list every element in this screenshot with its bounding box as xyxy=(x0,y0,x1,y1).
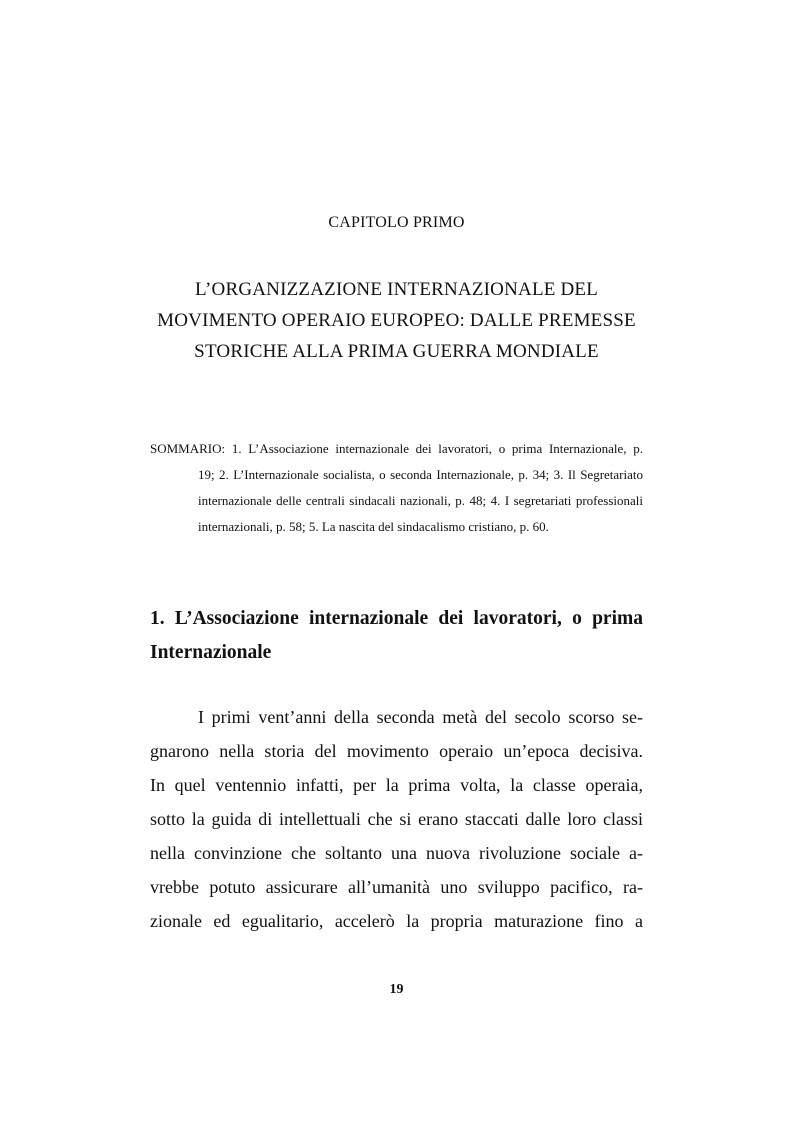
paragraph-line: zionale ed egualitario, accelerò la propria maturazione fino a xyxy=(150,911,643,931)
section-heading-line: 1. L’Associazione internazionale dei lavoratori, o prima xyxy=(150,608,643,629)
summary-line: internazionale delle centrali sindacali nazionali, p. 48; 4. I segretariati professionali xyxy=(198,493,643,508)
chapter-title xyxy=(130,274,663,367)
section-heading xyxy=(150,602,643,670)
paragraph-line: In quel ventennio infatti, per la prima volta, la classe operaia, xyxy=(150,775,643,795)
paragraph-line: I primi vent’anni della seconda metà del secolo scorso se- xyxy=(198,707,643,727)
paragraph-line: gnarono nella storia del movimento operaio un’epoca decisiva. xyxy=(150,741,643,761)
chapter-title-line: STORICHE ALLA PRIMA GUERRA MONDIALE xyxy=(194,341,599,362)
chapter-label: CAPITOLO PRIMO xyxy=(328,214,465,231)
page-number: 19 xyxy=(389,982,404,997)
summary-line: 19; 2. L’Internazionale socialista, o seconda Internazionale, p. 34; 3. Il Segretariato xyxy=(198,467,643,482)
section-heading-line: Internazionale xyxy=(150,642,272,663)
chapter-summary xyxy=(150,436,643,540)
chapter-title-line: MOVIMENTO OPERAIO EUROPEO: DALLE PREMESSE xyxy=(157,310,636,331)
body-paragraph xyxy=(150,700,643,938)
paragraph-line: nella convinzione che soltanto una nuova rivoluzione sociale a- xyxy=(150,843,643,863)
chapter-title-line: L’ORGANIZZAZIONE INTERNAZIONALE DEL xyxy=(194,279,599,300)
paragraph-line: sotto la guida di intellettuali che si erano staccati dalle loro classi xyxy=(150,809,643,829)
summary-line: internazionali, p. 58; 5. La nascita del sindacalismo cristiano, p. 60. xyxy=(198,519,549,534)
paragraph-line: vrebbe potuto assicurare all’umanità uno sviluppo pacifico, ra- xyxy=(150,877,643,897)
summary-line: SOMMARIO: 1. L’Associazione internazionale dei lavoratori, o prima Internazionale, p. xyxy=(150,441,643,456)
